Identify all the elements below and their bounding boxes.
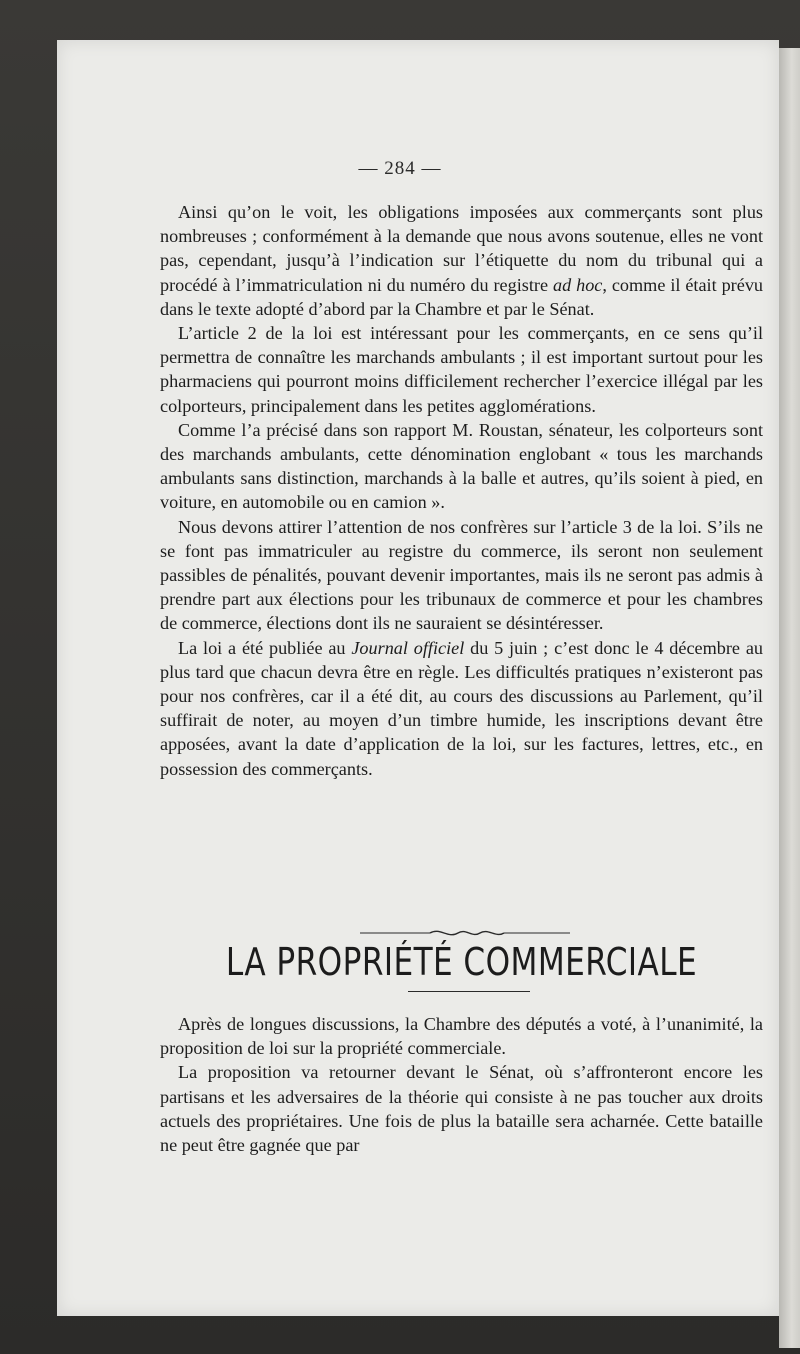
paragraph-2: L’article 2 de la loi est intéressant pour les commerçants, en ce sens qu’il permettra de connaître les marchands ambulants ; il est important surtout pour les pharmaciens qui pourront moins difficilement rechercher l’exercice illégal par les colporteurs, principalement dans les petites agglomérations. (160, 323, 763, 416)
paragraph-5: La loi a été publiée au Journal officiel du 5 juin ; c’est donc le 4 décembre au plus tard que chacun devra être en règle. Les difficultés pratiques n’existeront pas pour nos confrères, car il a été dit, au cours des discussions au Parlement, qu’il suffirait de noter, au moyen d’un timbre humide, les inscriptions devant être apposées, avant la date d’application de la loi, sur les factures, lettres, etc., en possession des commerçants. (160, 637, 763, 779)
section-ornament (360, 925, 570, 941)
paragraph-1: Ainsi qu’on le voit, les obligations imposées aux commerçants sont plus nombreuses ; conformément à la demande que nous avons soutenue, elles ne vont pas, cependant, jusqu’à l’indication sur l’étiquette du nom du tribunal qui a procédé à l’immatriculation ni du numéro du registre ad hoc, comme il était prévu dans le texte adopté d’abord par la Chambre et par le Sénat. (160, 202, 764, 319)
paragraph-7: La proposition va retourner devant le Sénat, où s’affronteront encore les partisans et les adversaires de la théorie qui consiste à ne pas toucher aux droits actuels des propriétaires. Une fois de plus la bataille sera acharnée. Cette bataille ne peut être gagnée que par (160, 1062, 763, 1156)
page-number: — 284 — (358, 158, 442, 179)
paragraph-6: Après de longues discussions, la Chambre des députés a voté, à l’unanimité, la proposition de loi sur la propriété commerciale. (160, 1014, 763, 1059)
article-body-2 (160, 1012, 763, 1157)
section-heading: LA PROPRIÉTÉ COMMERCIALE (225, 940, 698, 984)
paragraph-3: Comme l’a précisé dans son rapport M. Roustan, sénateur, les colporteurs sont des marchands ambulants, cette dénomination englobant « tous les marchands ambulants sans distinction, marchands à la balle et autres, qu’ils soient à pied, en voiture, en automobile ou en camion ». (160, 419, 763, 513)
paragraph-4: Nous devons attirer l’attention de nos confrères sur l’article 3 de la loi. S’ils ne se font pas immatriculer au registre du commerce, ils seront non seulement passibles de pénalités, pouvant devenir importantes, mais ils ne seront pas admis à prendre part aux élections pour les tribunaux de commerce et pour les chambres de commerce, élections dont ils ne sauraient se désintéresser. (160, 516, 763, 634)
heading-rule (408, 991, 530, 992)
article-body-1 (160, 200, 763, 781)
next-page-edge (779, 48, 800, 1348)
